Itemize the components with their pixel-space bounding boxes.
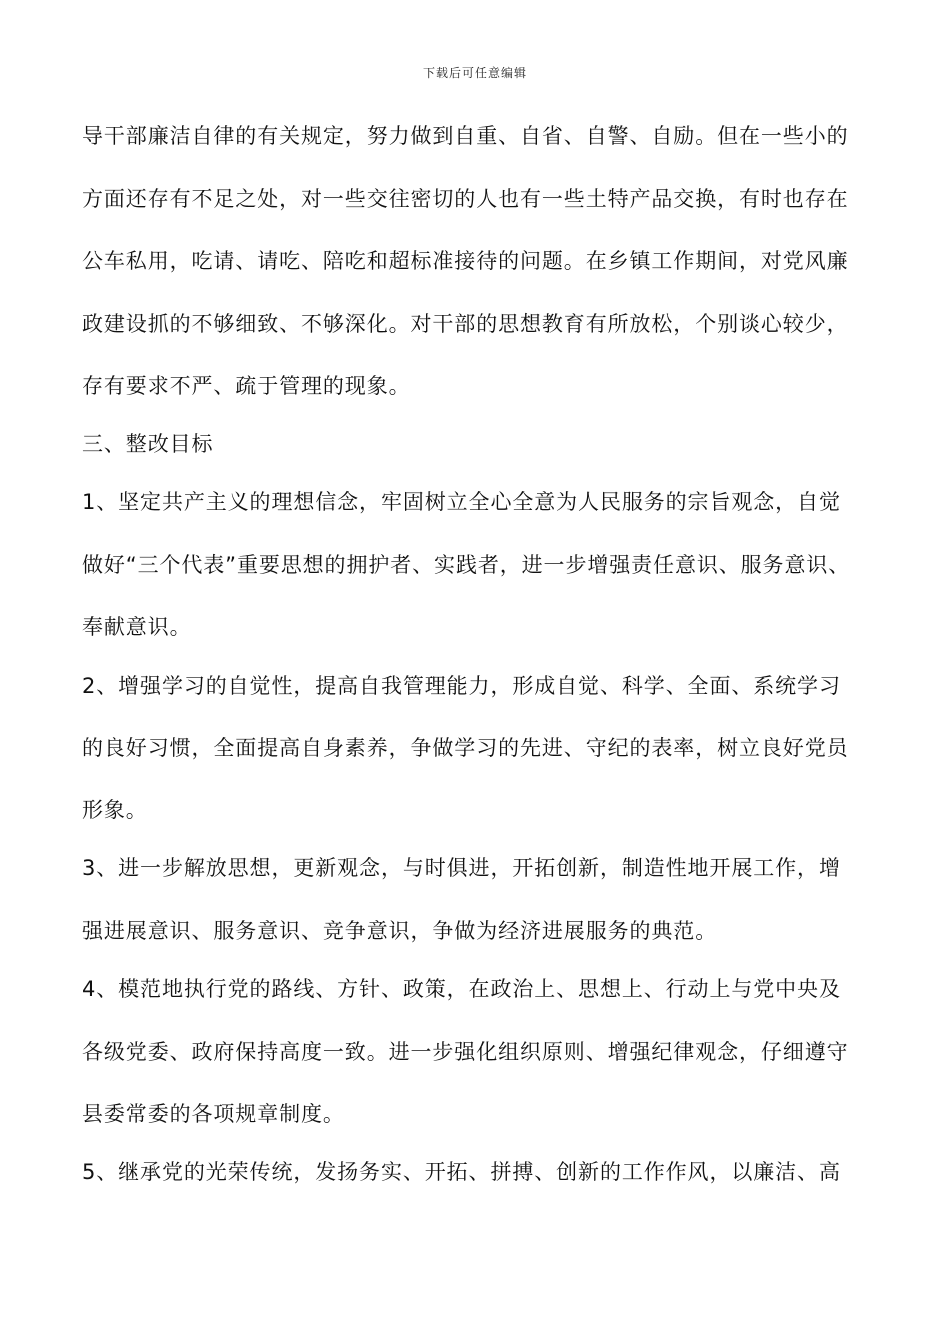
- text-line: 方面还存有不足之处，对一些交往密切的人也有一些土特产品交换，有时也存在: [82, 187, 849, 211]
- list-item-text: 3、进一步解放思想，更新观念，与时俱进，开拓创新，制造性地开展工作，增: [82, 856, 841, 880]
- page-header: 下载后可任意编辑: [422, 66, 527, 80]
- text-line: 强进展意识、服务意识、竞争意识，争做为经济进展服务的典范。: [82, 919, 718, 943]
- text-line: 做好“三个代表”重要思想的拥护者、实践者，进一步增强责任意识、服务意识、: [82, 553, 851, 577]
- text-line: 县委常委的各项规章制度。: [82, 1102, 345, 1126]
- text-line: 导干部廉洁自律的有关规定，努力做到自重、自省、自警、自励。但在一些小的: [82, 124, 849, 148]
- text-line: 形象。: [82, 798, 148, 822]
- section-heading: 三、整改目标: [82, 432, 214, 456]
- list-item-text: 4、模范地执行党的路线、方针、政策，在政治上、思想上、行动上与党中央及: [82, 977, 841, 1001]
- text-line: 的良好习惯，全面提高自身素养，争做学习的先进、守纪的表率，树立良好党员: [82, 736, 849, 760]
- text-line: 政建设抓的不够细致、不够深化。对干部的思想教育有所放松，个别谈心较少，: [82, 312, 849, 336]
- text-line: 公车私用，吃请、请吃、陪吃和超标准接待的问题。在乡镇工作期间，对党风廉: [82, 249, 849, 273]
- list-item-text: 5、继承党的光荣传统，发扬务实、开拓、拼搏、创新的工作作风，以廉洁、高: [82, 1160, 841, 1184]
- text-line: 奉献意识。: [82, 615, 192, 639]
- list-item-text: 1、坚定共产主义的理想信念，牢固树立全心全意为人民服务的宗旨观念，自觉: [82, 490, 841, 514]
- text-line: 各级党委、政府保持高度一致。进一步强化组织原则、增强纪律观念，仔细遵守: [82, 1040, 849, 1064]
- list-item-text: 2、增强学习的自觉性，提高自我管理能力，形成自觉、科学、全面、系统学习: [82, 674, 841, 698]
- text-line: 存有要求不严、疏于管理的现象。: [82, 374, 411, 398]
